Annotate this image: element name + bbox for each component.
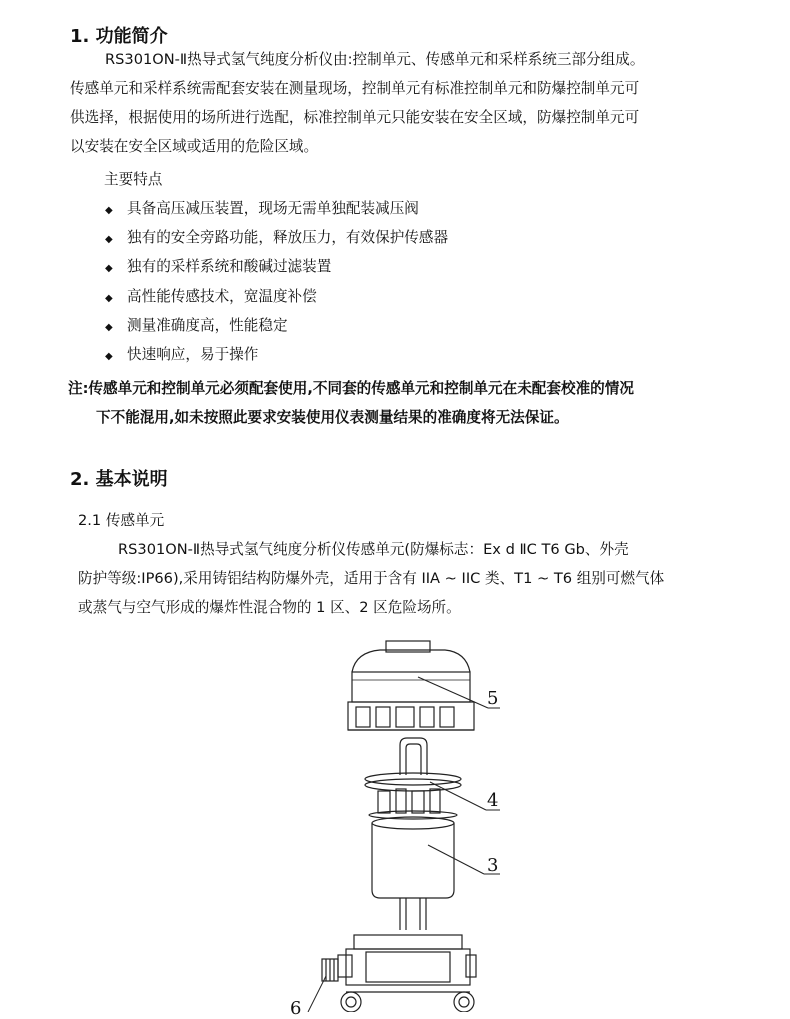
subsection-heading: 2.1 传感单元 [78, 512, 165, 529]
intro-line-4: 以安装在安全区域或适用的危险区域。 [70, 138, 319, 155]
features-title: 主要特点 [104, 171, 163, 188]
desc-line-1: RS301ON-Ⅱ热导式氢气纯度分析仪传感单元(防爆标志：Ex d ⅡC T6 Gb、外壳 [118, 541, 629, 558]
callout-label-4: 4 [487, 790, 499, 811]
bullet-icon: ◆ [105, 263, 113, 274]
section1-heading: 1. 功能简介 [70, 26, 168, 47]
section2-heading: 2. 基本说明 [70, 469, 168, 490]
callout-label-6: 6 [290, 998, 302, 1019]
feature-text: 快速响应，易于操作 [127, 346, 259, 363]
callout-label-3: 3 [487, 855, 499, 876]
bullet-icon: ◆ [105, 205, 113, 216]
note-line-2: 下不能混用,如未按照此要求安装使用仪表测量结果的准确度将无法保证。 [96, 409, 569, 426]
callout-label-5: 5 [487, 688, 499, 709]
feature-text: 独有的采样系统和酸碱过滤装置 [127, 258, 332, 275]
note-line-1: 注:传感单元和控制单元必须配套使用,不同套的传感单元和控制单元在未配套校准的情况 [68, 380, 634, 397]
feature-text: 独有的安全旁路功能，释放压力，有效保护传感器 [127, 229, 449, 246]
bullet-icon: ◆ [105, 293, 113, 304]
feature-text: 高性能传感技术，宽温度补偿 [127, 288, 317, 305]
intro-line-3: 供选择，根据使用的场所进行选配，标准控制单元只能安装在安全区域，防爆控制单元可 [70, 109, 640, 126]
desc-line-2: 防护等级:IP66),采用铸铝结构防爆外壳，适用于含有 IIA ~ IIC 类、T1 ~ T6 组别可燃气体 [78, 570, 665, 587]
bullet-icon: ◆ [105, 351, 113, 362]
feature-text: 测量准确度高，性能稳定 [127, 317, 288, 334]
cap-part [348, 641, 474, 730]
intro-line-1: RS301ON-Ⅱ热导式氢气纯度分析仪由:控制单元、传感单元和采样系统三部分组成。 [105, 51, 645, 68]
intro-line-2: 传感单元和采样系统需配套安装在测量现场，控制单元有标准控制单元和防爆控制单元可 [70, 80, 640, 97]
desc-line-3: 或蒸气与空气形成的爆炸性混合物的 1 区、2 区危险场所。 [78, 599, 461, 616]
base-housing-part [322, 935, 476, 1012]
sensor-board-part [365, 738, 461, 819]
bullet-icon: ◆ [105, 322, 113, 333]
sensor-cylinder-part [372, 817, 454, 930]
bullet-icon: ◆ [105, 234, 113, 245]
feature-text: 具备高压减压装置，现场无需单独配装减压阀 [127, 200, 419, 217]
